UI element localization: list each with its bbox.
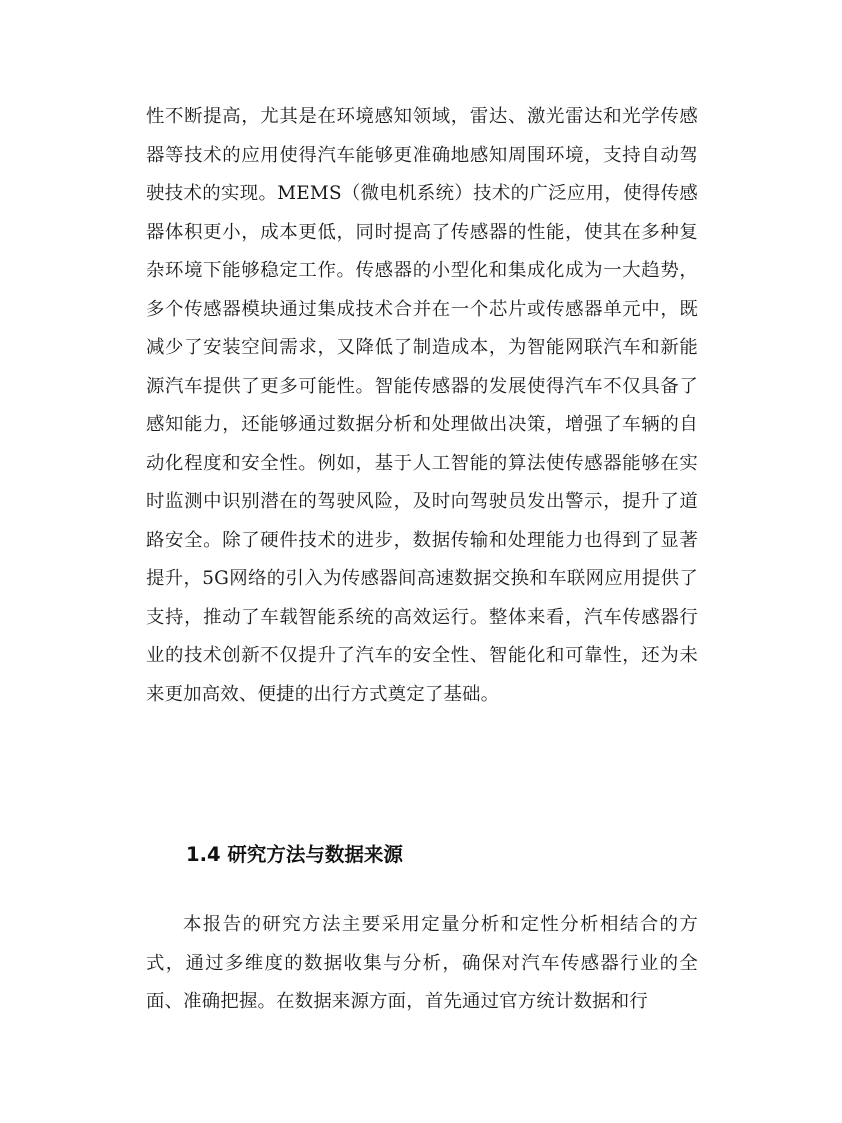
section-heading: 1.4 研究方法与数据来源 [186, 843, 403, 866]
body-paragraph-continued: 性不断提高，尤其是在环境感知领域，雷达、激光雷达和光学传感器等技术的应用使得汽车能够更准确地感知周围环境，支持自动驾驶技术的实现。MEMS（微电机系统）技术的广泛应用，使得传感器体积更小，成本更低，同时提高了传感器的性能，使其在多种复杂环境下能够稳定工作。传感器的小型化和集成化成为一大趋势，多个传感器模块通过集成技术合并在一个芯片或传感器单元中，既减少了安装空间需求，又降低了制造成本，为智能网联汽车和新能源汽车提供了更多可能性。智能传感器的发展使得汽车不仅具备了感知能力，还能够通过数据分析和处理做出决策，增强了车辆的自动化程度和安全性。例如，基于人工智能的算法使传感器能够在实时监测中识别潜在的驾驶风险，及时向驾驶员发出警示，提升了道路安全。除了硬件技术的进步，数据传输和处理能力也得到了显著提升，5G网络的引入为传感器间高速数据交换和车联网应用提供了支持，推动了车载智能系统的高效运行。整体来看，汽车传感器行业的技术创新不仅提升了汽车的安全性、智能化和可靠性，还为未来更加高效、便捷的出行方式奠定了基础。 [146, 106, 698, 705]
body-paragraph-methods: 本报告的研究方法主要采用定量分析和定性分析相结合的方式，通过多维度的数据收集与分析，确保对汽车传感器行业的全面、准确把握。在数据来源方面，首先通过官方统计数据和行 [146, 914, 698, 1012]
